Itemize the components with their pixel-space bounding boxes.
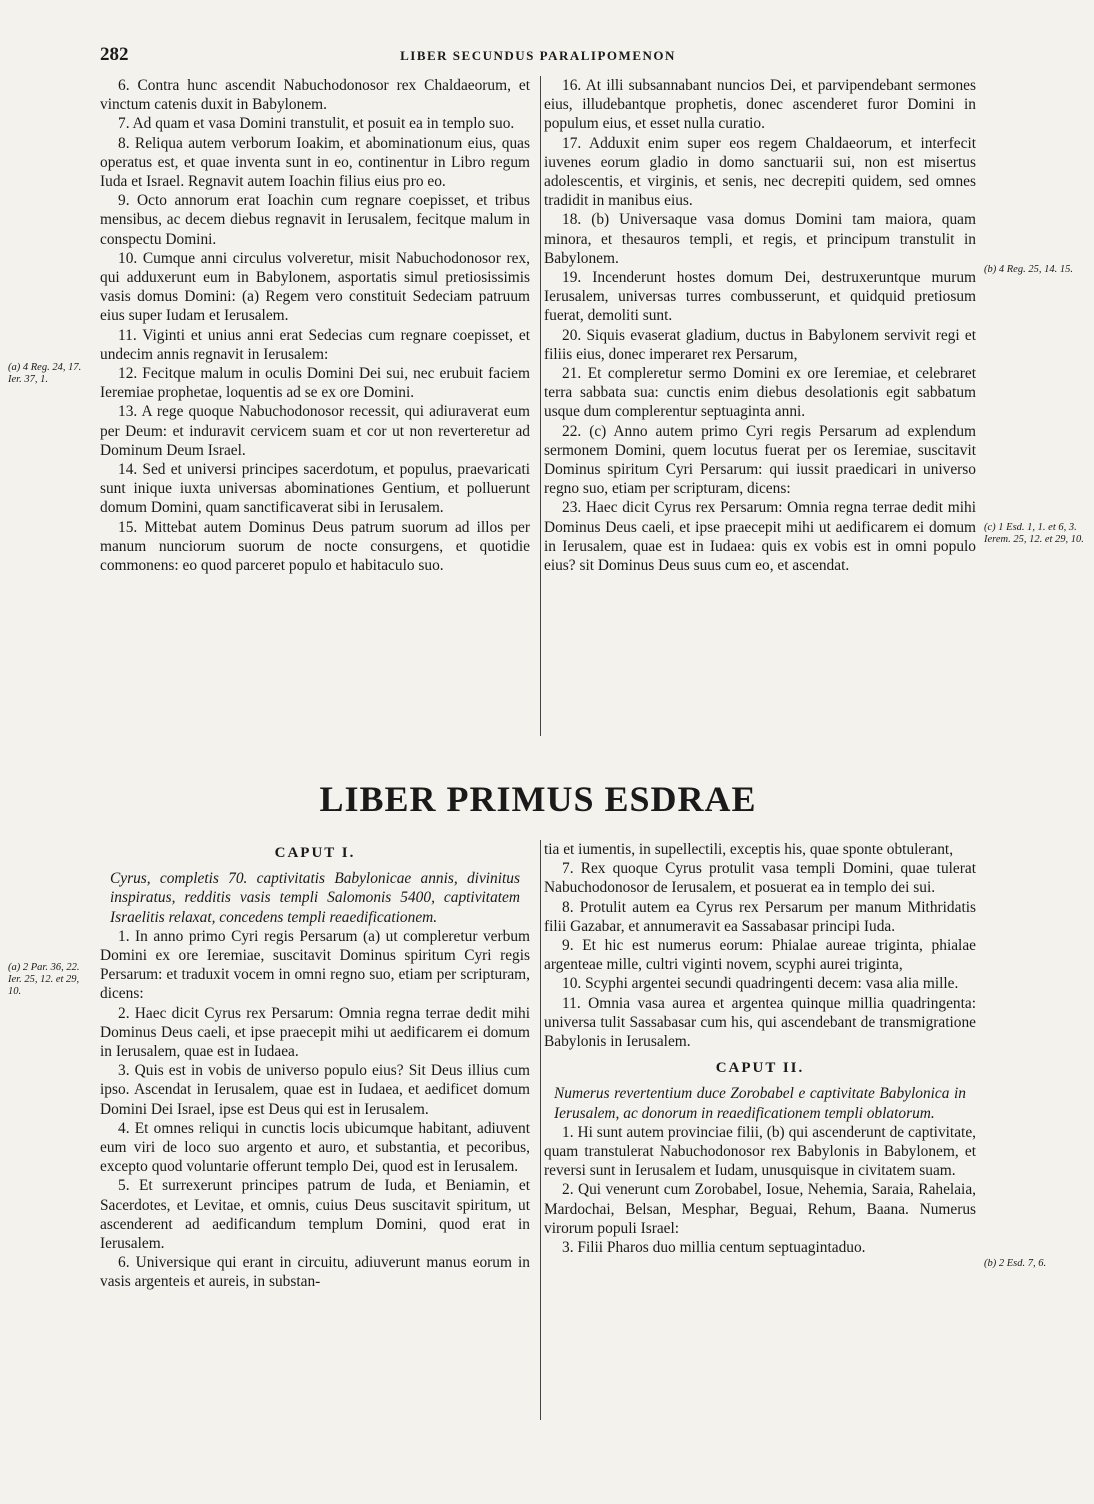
verse: 3. Filii Pharos duo millia centum septuagintaduo.: [562, 1239, 866, 1257]
verse: 16. At illi subsannabant nuncios Dei, et parvipendebant sermones eius, illudebantque prophetis, donec ascenderet furor Domini in populum eius, et esset nulla curatio.: [544, 77, 976, 133]
verse: 6. Contra hunc ascendit Nabuchodonosor rex Chaldaeorum, et vinctum catenis duxit in Babylonem.: [100, 77, 530, 114]
margin-note: (b) 2 Esd. 7, 6.: [984, 1258, 1047, 1269]
bottom-left-column: [100, 842, 530, 1292]
verse: 10. Cumque anni circulus volveretur, misit Nabuchodonosor rex, qui adduxerunt eum in Babylonem, asportatis simul pretiosissimis vasis domus Domini: (a) Regem vero constituit Sedeciam patruum eius super Iudam et Ierusalem.: [100, 249, 530, 325]
verse: 17. Adduxit enim super eos regem Chaldaeorum, et interfecit iuvenes eorum gladio in domo sanctuarii sui, non est misertus adolescentis, et virginis, et senis, nec decrepiti quidem, sed omnes tradidit in manibus eius.: [544, 134, 976, 210]
margin-note: (a) 4 Reg. 24, 17. Ier. 37, 1.: [8, 362, 82, 385]
verse: 7. Rex quoque Cyrus protulit vasa templi Domini, quae tulerat Nabuchodonosor de Ierusalem, et posuerat ea in templo dei sui.: [544, 860, 976, 897]
verse: 14. Sed et universi principes sacerdotum, et populus, praevaricati sunt inique iuxta universas abominationes Gentium, et polluerunt domum Domini, quam sanctificaverat sibi in Ierusalem.: [100, 461, 530, 517]
verse: 8. Reliqua autem verborum Ioakim, et abominationum eius, quas operatus est, et quae inventa sunt in eo, continentur in Libro regum Iuda et Israel. Regnavit autem Ioachin filius eius pro eo.: [100, 134, 530, 191]
bottom-right-column: [544, 840, 976, 1257]
verse: 7. Ad quam et vasa Domini transtulit, et posuit ea in templo suo.: [118, 115, 515, 133]
verse-continuation: tia et iumentis, in supellectili, exceptis his, quae sponte obtulerant,: [544, 841, 954, 858]
top-right-column: [544, 76, 976, 575]
column-divider: [540, 76, 541, 736]
verse: 4. Et omnes reliqui in cunctis locis ubicumque habitant, adiuvent eum viri de loco suo argento et auro, et substantia, et pecoribus, excepto quod voluntarie offerunt templo Dei, quod est in Ierusalem.: [100, 1119, 530, 1176]
verse: 11. Omnia vasa aurea et argentea quinque millia quadringenta: universa tulit Sassabasar cum his, qui ascendebant de transmigratione Babylonis in Ierusalem.: [544, 994, 976, 1051]
verse: 21. Et compleretur sermo Domini ex ore Ieremiae, et celebraret terra sabbata sua: cunctis enim diebus desolationis egit sabbatum usque dum complerentur septuaginta anni.: [544, 365, 976, 421]
margin-note: (b) 4 Reg. 25, 14. 15.: [984, 264, 1073, 275]
verse: 3. Quis est in vobis de universo populo eius? Sit Deus illius cum ipso. Ascendat in Ierusalem, quae est in Iudaea, et aedificet domum Domini Dei Israel, ipse est Deus qui est in Ierusalem.: [100, 1062, 530, 1118]
verse: 10. Scyphi argentei secundi quadringenti decem: vasa alia mille.: [562, 975, 959, 993]
margin-note: (c) 1 Esd. 1, 1. et 6, 3. Ierem. 25, 12. et 29, 10.: [984, 522, 1084, 545]
chapter-heading: CAPUT II.: [715, 1060, 805, 1077]
verse: 5. Et surrexerunt principes patrum de Iuda, et Beniamin, et Sacerdotes, et Levitae, et omnis, cuius Deus suscitavit spiritum, ut ascenderent ad aedificandum templum Domini, quod erat in Ierusalem.: [100, 1177, 530, 1253]
verse: 15. Mittebat autem Dominus Deus patrum suorum ad illos per manum nunciorum suorum de nocte consurgens, et quotidie commonens: eo quod parceret populo et habitaculo suo.: [100, 518, 530, 575]
chapter-summary: Numerus revertentium duce Zorobabel e captivitate Babylonica in Ierusalem, ac donorum in reaedificationem templi oblatorum.: [554, 1085, 966, 1122]
verse: 11. Viginti et unius anni erat Sedecias cum regnare coepisset, et undecim annis regnavit in Ierusalem:: [100, 326, 530, 363]
book-title: LIBER PRIMUS ESDRAE: [319, 779, 757, 819]
verse: 20. Siquis evaserat gladium, ductus in Babylonem servivit regi et filiis eius, donec imperaret rex Persarum,: [544, 326, 976, 363]
verse: 2. Qui venerunt cum Zorobabel, Iosue, Nehemia, Saraia, Rahelaia, Mardochai, Belsan, Mesphar, Beguai, Rehum, Baana. Numerus virorum populi Israel:: [544, 1181, 976, 1237]
page-number: 282: [100, 44, 129, 65]
verse: 9. Octo annorum erat Ioachin cum regnare coepisset, et tribus mensibus, ac decem diebus regnavit in Ierusalem, fecitque malum in conspectu Domini.: [100, 192, 530, 248]
verse: 6. Universique qui erant in circuitu, adiuverunt manus eorum in vasis argenteis et aureis, in substan-: [100, 1254, 530, 1291]
column-divider: [540, 840, 541, 1420]
verse: 22. (c) Anno autem primo Cyri regis Persarum ad explendum sermonem Domini, quem locutus fuerat per os Ieremiae, suscitavit Dominus spiritum Cyri Persarum: qui iussit praedicari in universo regno suo, etiam per scripturam, dicens:: [544, 422, 976, 498]
verse: 9. Et hic est numerus eorum: Phialae aureae triginta, phialae argenteae mille, cultri viginti novem, scyphi aurei triginta,: [544, 937, 976, 974]
verse: 23. Haec dicit Cyrus rex Persarum: Omnia regna terrae dedit mihi Dominus Deus caeli, et ipse praecepit mihi ut aedificarem ei domum in Ierusalem, quae est in Iudaea: quis ex vobis est in omni populo eius? sit Dominus Deus suus cum eo, et ascendat.: [544, 499, 976, 575]
top-left-column: [100, 76, 530, 575]
verse: 12. Fecitque malum in oculis Domini Dei sui, nec erubuit faciem Ieremiae prophetae, loquentis ad se ex ore Domini.: [100, 365, 530, 402]
verse: 8. Protulit autem ea Cyrus rex Persarum per manum Mithridatis filii Gazabar, et annumeravit ea Sassabasar principi Iuda.: [544, 898, 976, 935]
page-header: [100, 44, 976, 68]
verse: 13. A rege quoque Nabuchodonosor recessit, qui adiuraverat eum per Deum: et induravit cervicem suam et cor ut non reverteretur ad Dominum Deum Israel.: [100, 403, 530, 459]
running-title: LIBER SECUNDUS PARALIPOMENON: [400, 48, 676, 63]
verse: 1. Hi sunt autem provinciae filii, (b) qui ascenderunt de captivitate, quam transtulerat Nabuchodonosor rex Babylonis in Babylonem, et reversi sunt in Ierusalem et Iudam, unusquisque in civitatem suam.: [544, 1123, 976, 1180]
verse: 19. Incenderunt hostes domum Dei, destruxeruntque murum Ierusalem, universas turres combusserunt, et quidquid pretiosum fuerat, demoliti sunt.: [544, 269, 976, 325]
margin-note: (a) 2 Par. 36, 22. Ier. 25, 12. et 29, 10.: [8, 962, 80, 997]
verse: 2. Haec dicit Cyrus rex Persarum: Omnia regna terrae dedit mihi Dominus Deus caeli, et ipse praecepit mihi ut aedificarem ei domum in Ierusalem, quae est in Iudaea.: [100, 1004, 530, 1061]
chapter-heading: CAPUT I.: [274, 845, 356, 861]
verse: 18. (b) Universaque vasa domus Domini tam maiora, quam minora, et thesauros templi, et regis, et principum transtulit in Babylonem.: [544, 211, 976, 267]
verse: 1. In anno primo Cyri regis Persarum (a) ut compleretur verbum Domini ex ore Ieremiae, suscitavit Dominus spiritum Cyri regis Persarum: et traduxit vocem in omni regno suo, etiam per scripturam, dicens:: [100, 927, 530, 1003]
chapter-summary: Cyrus, completis 70. captivitatis Babylonicae annis, divinitus inspiratus, redditis vasis templi Salomonis 5400, captivitatem Israelitis relaxat, concedens templi reaedificationem.: [110, 870, 520, 926]
